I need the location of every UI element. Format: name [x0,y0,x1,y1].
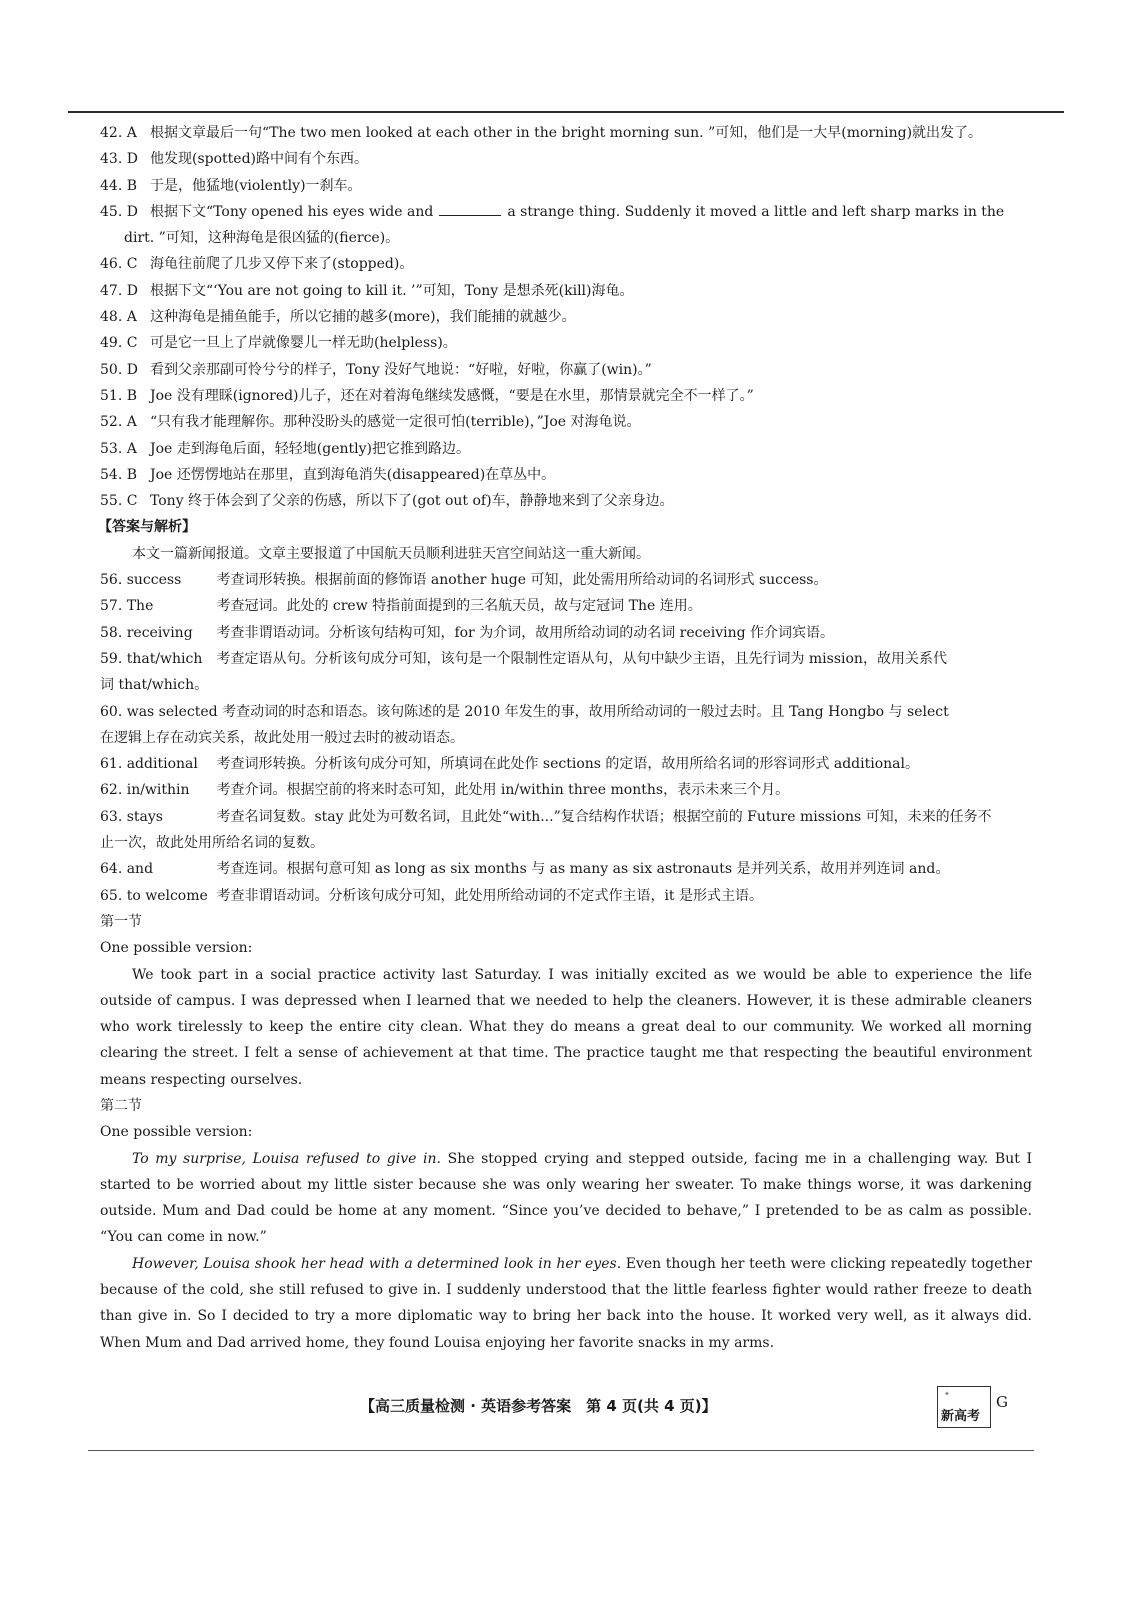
fill-answer-62 [100,777,1032,803]
answer-text: “只有我才能理解你。那种没盼头的感觉一定很可怕(terrible)，”Joe 对海龟说。 [150,414,641,431]
answer-item-47 [100,278,1032,304]
answer-item-44 [100,173,1032,199]
answer-number: 45. D [100,203,138,220]
answer-content [100,120,1032,1356]
fill-answer-text: 考查词形转换。根据前面的修饰语 another huge 可知，此处需用所给动词的名词形式 success。 [216,572,828,589]
fill-answer-text-continued: 在逻辑上存在动宾关系，故此处用一般过去时的被动语态。 [100,729,464,746]
fill-blank [439,203,501,216]
fill-answer-key: 62. in/within [100,782,190,799]
fill-answer-key: 63. stays [100,808,163,825]
logo-text: 新高考 [941,1409,981,1424]
answer-number: 46. C [100,256,138,273]
fill-answer-60 [100,699,1032,752]
answer-text: 根据下文“Tony opened his eyes wide and [150,203,434,220]
answer-text-continued: dirt. ”可知，这种海龟是很凶猛的(fierce)。 [124,230,400,247]
given-opening-sentence-1: To my surprise, Louisa refused to give in. [132,1150,441,1167]
fill-answer-61 [100,751,1032,777]
fill-answer-text: 考查名词复数。stay 此处为可数名词，且此处“with...”复合结构作状语；根据空前的 Future missions 可知，未来的任务不 [216,808,992,825]
fill-answer-text: 考查介词。根据空前的将来时态可知，此处用 in/within three months，表示未来三个月。 [216,782,790,799]
fill-answer-key: 60. was selected [100,703,218,720]
fill-answer-57 [100,593,1032,619]
answer-text: 根据文章最后一句“The two men looked at each other in the bright morning sun. ”可知，他们是一大早(morning)就出发了。 [150,125,983,141]
section-1-version-label: One possible version: [100,940,253,957]
answer-item-55 [100,488,1032,514]
fill-answer-key: 64. and [100,861,154,878]
answer-number: 55. C [100,493,138,510]
continuation-text-2: Even though her teeth were clicking repeatedly together because of the cold, she still refused to give in. I suddenly understood that the little fearless fighter would rather freeze to death than give in. So I decided to try a more diplomatic way to bring her back into the house. It worked very well, as it always did. When Mum and Dad arrived home, they found Louisa enjoying her favorite snacks in my arms. [100,1255,1032,1351]
section-2-paragraph-2 [100,1251,1032,1356]
answer-text: 可是它一旦上了岸就像婴儿一样无助(helpless)。 [150,335,457,352]
answer-number: 53. A [100,440,137,457]
fill-answer-text: 考查词形转换。分析该句成分可知，所填词在此处作 sections 的定语，故用所给名词的形容词形式 additional。 [216,756,919,773]
fill-answer-text: 考查动词的时态和语态。该句陈述的是 2010 年发生的事，故用所给动词的一般过去时。且 Tang Hongbo 与 select [222,703,949,720]
fill-answer-65 [100,883,1032,909]
answer-item-42 [100,120,1032,146]
publisher-logo [937,1386,991,1428]
fill-answer-key: 59. that/which [100,650,203,667]
answer-number: 42. A [100,125,137,141]
section-2-version-label: One possible version: [100,1124,253,1141]
answer-text: 他发现(spotted)路中间有个东西。 [150,151,368,168]
answer-text: Joe 还愣愣地站在那里，直到海龟消失(disappeared)在草丛中。 [150,466,556,483]
page-footer: 【高三质量检测 · 英语参考答案 第 4 页(共 4 页)】 [360,1397,717,1415]
answer-text: Tony 终于体会到了父亲的伤感，所以下了(got out of)车，静静地来到了父亲身边。 [150,493,674,510]
footer-rule [88,1450,1034,1451]
fill-answer-59 [100,646,1032,699]
fill-answer-text: 考查冠词。此处的 crew 特指前面提到的三名航天员，故与定冠词 The 连用。 [216,598,702,615]
fill-answer-63 [100,804,1032,857]
answer-item-52 [100,409,1032,435]
fill-answer-64 [100,856,1032,882]
continuation-text-1: She stopped crying and stepped outside, facing me in a challenging way. But I started to be worried about my little sister because she was only wearing her sweater. To make things worse, it was darkening outside. Mum and Dad could be home at any moment. “Since you’ve decided to behave,” I pretended to be as calm as possible. “You can come in now.” [100,1150,1032,1246]
fill-answer-text: 考查非谓语动词。分析该句成分可知，此处用所给动词的不定式作主语，it 是形式主语。 [216,887,764,904]
answer-item-54 [100,462,1032,488]
edition-letter: G [996,1393,1008,1411]
answer-item-50 [100,357,1032,383]
answer-text: Joe 走到海龟后面，轻轻地(gently)把它推到路边。 [150,440,470,457]
answer-number: 43. D [100,151,138,168]
fill-answer-text-continued: 词 that/which。 [100,677,209,694]
answer-number: 52. A [100,414,137,431]
fill-answer-key: 57. The [100,598,154,615]
section-2-paragraph-1 [100,1146,1032,1251]
answer-number: 48. A [100,309,137,326]
answer-item-53 [100,436,1032,462]
answer-item-45 [100,199,1032,252]
fill-answer-text: 考查定语从句。分析该句成分可知，该句是一个限制性定语从句，从句中缺少主语，且先行词为 mission，故用关系代 [216,650,947,667]
answer-text: 这种海龟是捕鱼能手，所以它捕的越多(more)，我们能捕的就越少。 [150,309,576,326]
fill-answer-key: 58. receiving [100,624,193,641]
answer-text: Joe 没有理睬(ignored)儿子，还在对着海龟继续发感慨，“要是在水里，那情景就完全不一样了。” [150,387,754,404]
fill-answer-key: 61. additional [100,756,198,773]
answer-number: 47. D [100,282,138,299]
given-opening-sentence-2: However, Louisa shook her head with a determined look in her eyes. [132,1255,622,1272]
fill-answer-key: 56. success [100,572,182,589]
answer-text: 看到父亲那副可怜兮兮的样子，Tony 没好气地说：“好啦，好啦，你赢了(win)。” [150,361,652,378]
answer-text: 于是，他猛地(violently)一刹车。 [150,177,362,194]
answer-item-43 [100,146,1032,172]
fill-answer-text: 考查非谓语动词。分析该句结构可知，for 为介词，故用所给动词的动名词 receiving 作介词宾语。 [216,624,835,641]
answer-number: 50. D [100,361,138,378]
answer-text: 海龟往前爬了几步又停下来了(stopped)。 [150,256,414,273]
section-2-title: 第二节 [100,1097,142,1114]
logo-mark-icon: ✦ [944,1390,950,1398]
fill-answer-text: 考查连词。根据句意可知 as long as six months 与 as many as six astronauts 是并列关系，故用并列连词 and。 [216,861,950,878]
section-1-title: 第一节 [100,913,142,930]
fill-answer-key: 65. to welcome [100,887,208,904]
answer-number: 49. C [100,335,138,352]
answer-item-46 [100,251,1032,277]
section-heading: 【答案与解析】 [98,519,196,536]
passage-intro: 本文一篇新闻报道。文章主要报道了中国航天员顺利进驻天宫空间站这一重大新闻。 [132,545,650,562]
answer-item-49 [100,330,1032,356]
answer-number: 44. B [100,177,138,194]
answer-text: 根据下文“‘You are not going to kill it. ’”可知，Tony 是想杀死(kill)海龟。 [150,282,634,299]
fill-answer-56 [100,567,1032,593]
answer-item-48 [100,304,1032,330]
answer-item-51 [100,383,1032,409]
answer-text: a strange thing. Suddenly it moved a little and left sharp marks in the [507,203,1005,220]
fill-answer-text-continued: 止一次，故此处用所给名词的复数。 [100,835,324,852]
answer-number: 51. B [100,387,138,404]
section-1-essay: We took part in a social practice activity last Saturday. I was initially excited as we would be able to experience the life outside of campus. I was depressed when I learned that we needed to help the cleaners. However, it is these admirable cleaners who work tirelessly to keep the entire city clean. What they do means a great deal to our community. We worked all morning clearing the street. I felt a sense of achievement at that time. The practice taught me that respecting the beautiful environment means respecting ourselves. [100,966,1032,1088]
fill-answer-58 [100,620,1032,646]
answer-number: 54. B [100,466,138,483]
header-rule [68,111,1064,113]
